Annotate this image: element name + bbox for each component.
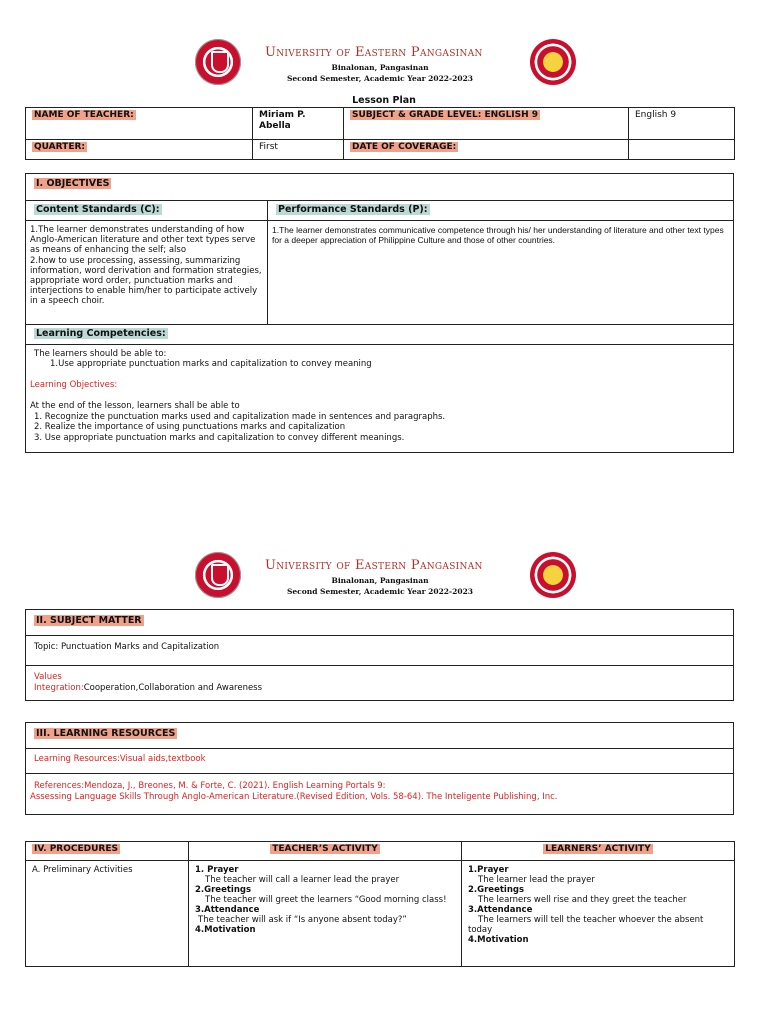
teacher-greetings-text: The teacher will greet the learners “Good morning class!	[205, 895, 447, 905]
subject-label-cell	[344, 108, 629, 140]
integration-value: Cooperation,Collaboration and Awareness	[83, 683, 263, 693]
topic-text: Topic: Punctuation Marks and Capitalization	[34, 642, 220, 652]
objectives-heading: I. OBJECTIVES	[36, 178, 110, 189]
objective-item-1: 1. Recognize the punctuation marks used and capitalization made in sentences and paragraphs.	[34, 412, 446, 422]
learner-activity-heading-cell	[462, 842, 735, 861]
integration-line	[34, 683, 262, 693]
content-standards-label: Content Standards (C):	[36, 204, 160, 215]
learning-resources-section	[25, 722, 734, 815]
learning-resources-heading: III. LEARNING RESOURCES	[36, 728, 176, 739]
values-label: Values	[34, 672, 62, 682]
procedures-heading-cell	[26, 842, 189, 861]
teacher-prayer-title: 1. Prayer	[195, 865, 239, 875]
quarter-label: QUARTER:	[34, 142, 85, 152]
department-seal-icon	[530, 552, 576, 598]
performance-standards-label: Performance Standards (P):	[278, 204, 428, 215]
page-header-2	[0, 548, 768, 618]
performance-standards-text: 1.The learner demonstrates communicative competence through his/ her understanding of literature and other text types for a deeper appreciation of Philippine Culture and those of other countries.	[272, 225, 724, 245]
subject-value: English 9	[629, 108, 735, 140]
university-seal-icon	[195, 39, 241, 85]
learning-objectives-label: Learning Objectives:	[30, 380, 118, 390]
university-name: University of Eastern Pangasinan	[265, 558, 483, 573]
procedures-table	[25, 841, 735, 967]
procedures-heading: IV. PROCEDURES	[34, 844, 118, 854]
teacher-attendance-text: The teacher will ask if “Is anyone absent today?”	[198, 915, 407, 925]
teacher-activity-heading-cell	[189, 842, 462, 861]
teacher-label-cell	[26, 108, 253, 140]
coverage-label: DATE OF COVERAGE:	[352, 142, 457, 152]
resources-text: Learning Resources:Visual aids,textbook	[34, 754, 206, 764]
content-standards-text-2: 2.how to use processing, assessing, summarizing information, word derivation and formation strategies, appropriate word order, punctuation marks and interjections to enable him/her to participate actively in a speech choir.	[30, 256, 262, 306]
competency-item: 1.Use appropriate punctuation marks and capitalization to convey meaning	[50, 359, 372, 369]
learner-prayer-title: 1.Prayer	[468, 865, 509, 875]
university-seal-icon	[195, 552, 241, 598]
learner-attendance-title: 3.Attendance	[468, 905, 533, 915]
quarter-value: First	[253, 140, 344, 160]
teacher-activity-cell	[189, 861, 462, 967]
teacher-value: Miriam P. Abella	[253, 108, 344, 140]
learner-greetings-text: The learners well rise and they greet the teacher	[478, 895, 687, 905]
references-line-1: References:Mendoza, J., Breones, M. & Forte, C. (2021). English Learning Portals 9:	[34, 781, 386, 791]
objective-item-2: 2. Realize the importance of using punctuations marks and capitalization	[34, 422, 346, 432]
subject-matter-heading: II. SUBJECT MATTER	[36, 615, 142, 626]
integration-label: Integration:	[34, 683, 84, 693]
semester-line: Second Semester, Academic Year 2022-2023	[286, 587, 474, 596]
teacher-greetings-title: 2.Greetings	[195, 885, 252, 895]
learner-prayer-text: The learner lead the prayer	[478, 875, 595, 885]
learner-activity-cell	[462, 861, 735, 967]
lesson-plan-title: Lesson Plan	[352, 95, 416, 106]
learner-attendance-text: The learners will tell the teacher whoever the absent today	[468, 915, 704, 935]
learner-activity-heading: LEARNERS’ ACTIVITY	[545, 844, 651, 854]
objective-item-3: 3. Use appropriate punctuation marks and capitalization to convey different meanings.	[34, 433, 405, 443]
objectives-section	[25, 173, 734, 453]
lesson-info-table	[25, 107, 735, 160]
preliminary-activities-label: A. Preliminary Activities	[26, 861, 189, 967]
objectives-intro: At the end of the lesson, learners shall be able to	[30, 401, 240, 411]
competencies-intro: The learners should be able to:	[34, 349, 167, 359]
references-line-2: Assessing Language Skills Through Anglo-American Literature.(Revised Edition, Vols. 58-64). The Inteligente Publishing, Inc.	[30, 792, 558, 802]
subject-matter-section	[25, 609, 734, 701]
teacher-activity-heading: TEACHER’S ACTIVITY	[272, 844, 378, 854]
teacher-motivation-title: 4.Motivation	[195, 925, 256, 935]
university-name: University of Eastern Pangasinan	[265, 45, 483, 60]
quarter-label-cell	[26, 140, 253, 160]
learning-competencies-label: Learning Competencies:	[36, 328, 166, 339]
department-seal-icon	[530, 39, 576, 85]
learner-motivation-title: 4.Motivation	[468, 935, 529, 945]
coverage-label-cell	[344, 140, 629, 160]
teacher-prayer-text: The teacher will call a learner lead the prayer	[205, 875, 400, 885]
university-location: Binalonan, Pangasinan	[331, 63, 429, 72]
subject-label: SUBJECT & GRADE LEVEL: ENGLISH 9	[352, 110, 539, 120]
teacher-attendance-title: 3.Attendance	[195, 905, 260, 915]
content-standards-text-1: 1.The learner demonstrates understanding of how Anglo-American literature and other text types serve as means of enhancing the self; also	[30, 225, 256, 255]
university-location: Binalonan, Pangasinan	[331, 576, 429, 585]
coverage-value	[629, 140, 735, 160]
teacher-label: NAME OF TEACHER:	[34, 110, 134, 120]
semester-line: Second Semester, Academic Year 2022-2023	[286, 74, 474, 83]
learner-greetings-title: 2.Greetings	[468, 885, 525, 895]
